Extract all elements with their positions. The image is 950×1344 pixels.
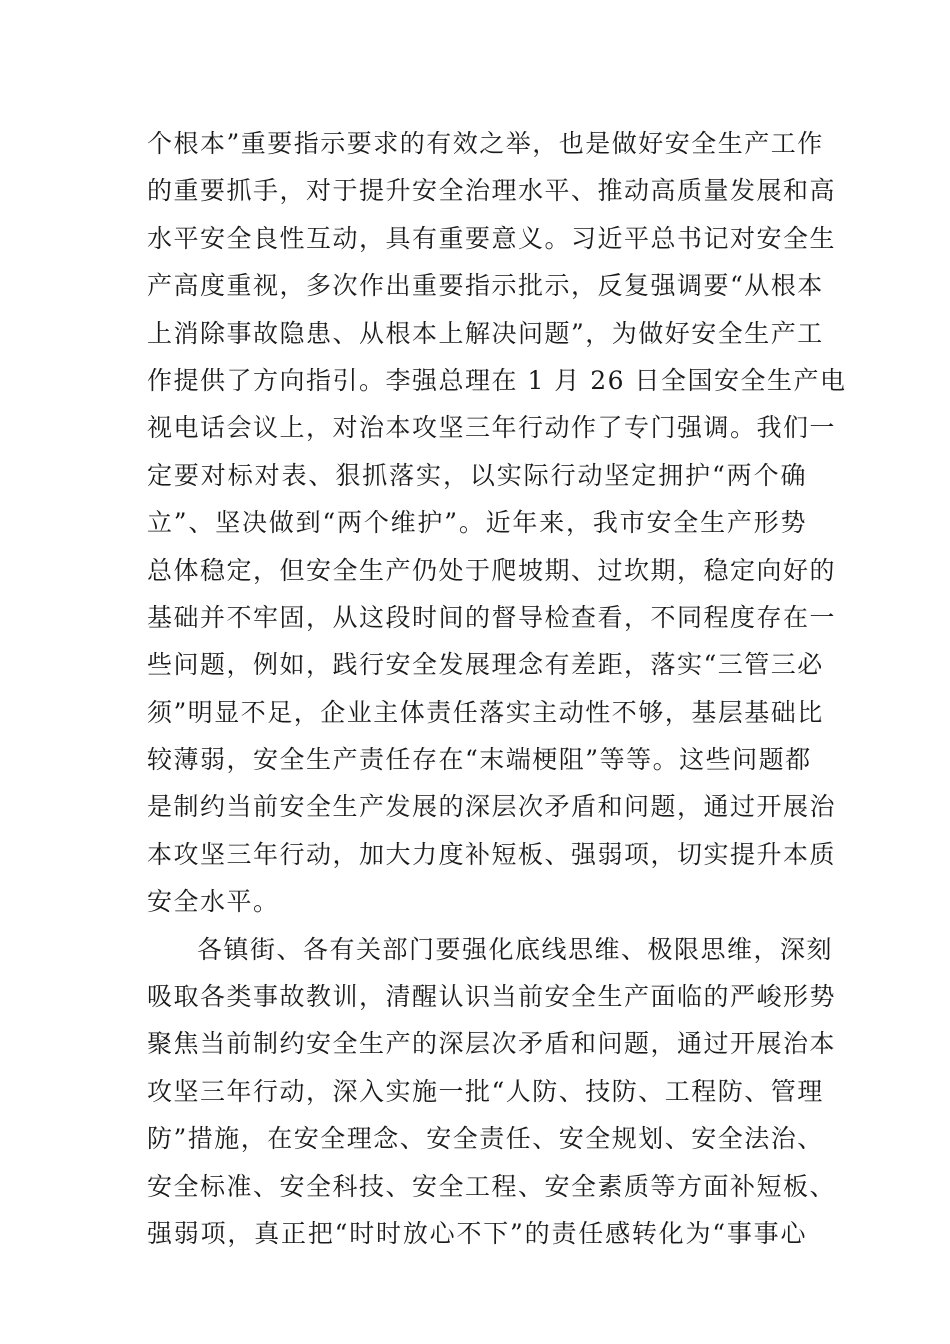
text-line: 强弱项，真正把“时时放心不下”的责任感转化为“事事心 — [147, 1218, 807, 1248]
text-line: 较薄弱，安全生产责任存在“末端梗阻”等等。这些问题都 — [147, 745, 812, 775]
text-line: 总体稳定，但安全生产仍处于爬坡期、过坎期，稳定向好的 — [147, 555, 837, 585]
text-line: 聚焦当前制约安全生产的深层次矛盾和问题，通过开展治本 — [147, 1029, 837, 1059]
text-line: 须”明显不足，企业主体责任落实主动性不够，基层基础比 — [147, 697, 824, 727]
text-line: 攻坚三年行动，深入实施一批“人防、技防、工程防、管理 — [147, 1076, 824, 1106]
text-line: 基础并不牢固，从这段时间的督导检查看，不同程度存在一 — [147, 602, 837, 632]
text-line: 本攻坚三年行动，加大力度补短板、强弱项，切实提升本质 — [147, 839, 837, 869]
text-line: 立”、坚决做到“两个维护”。近年来，我市安全生产形势 — [147, 508, 807, 538]
text-line: 防”措施，在安全理念、安全责任、安全规划、安全法治、 — [147, 1124, 824, 1154]
text-line: 作提供了方向指引。李强总理在 1 月 26 日全国安全生产电 — [147, 365, 847, 395]
text-line: 安全标准、安全科技、安全工程、安全素质等方面补短板、 — [147, 1171, 837, 1201]
body-text — [147, 120, 847, 1257]
text-line-first: 各镇街、各有关部门要强化底线思维、极限思维，深刻 — [197, 934, 834, 964]
text-line: 吸取各类事故教训，清醒认识当前安全生产面临的严峻形势 — [147, 982, 837, 1012]
text-line-last: 安全水平。 — [147, 887, 280, 917]
text-line: 些问题，例如，践行安全发展理念有差距，落实“三管三必 — [147, 650, 824, 680]
text-line: 个根本”重要指示要求的有效之举，也是做好安全生产工作 — [147, 129, 824, 158]
text-line: 产高度重视，多次作出重要指示批示，反复强调要“从根本 — [147, 271, 824, 301]
text-line: 是制约当前安全生产发展的深层次矛盾和问题，通过开展治 — [147, 792, 837, 822]
text-line: 水平安全良性互动，具有重要意义。习近平总书记对安全生 — [147, 223, 837, 253]
text-line: 定要对标对表、狠抓落实，以实际行动坚定拥护“两个确 — [147, 460, 807, 490]
text-line: 上消除事故隐患、从根本上解决问题”，为做好安全生产工 — [147, 318, 824, 348]
text-line: 的重要抓手，对于提升安全治理水平、推动高质量发展和高 — [147, 176, 837, 206]
text-line: 视电话会议上，对治本攻坚三年行动作了专门强调。我们一 — [147, 413, 837, 443]
